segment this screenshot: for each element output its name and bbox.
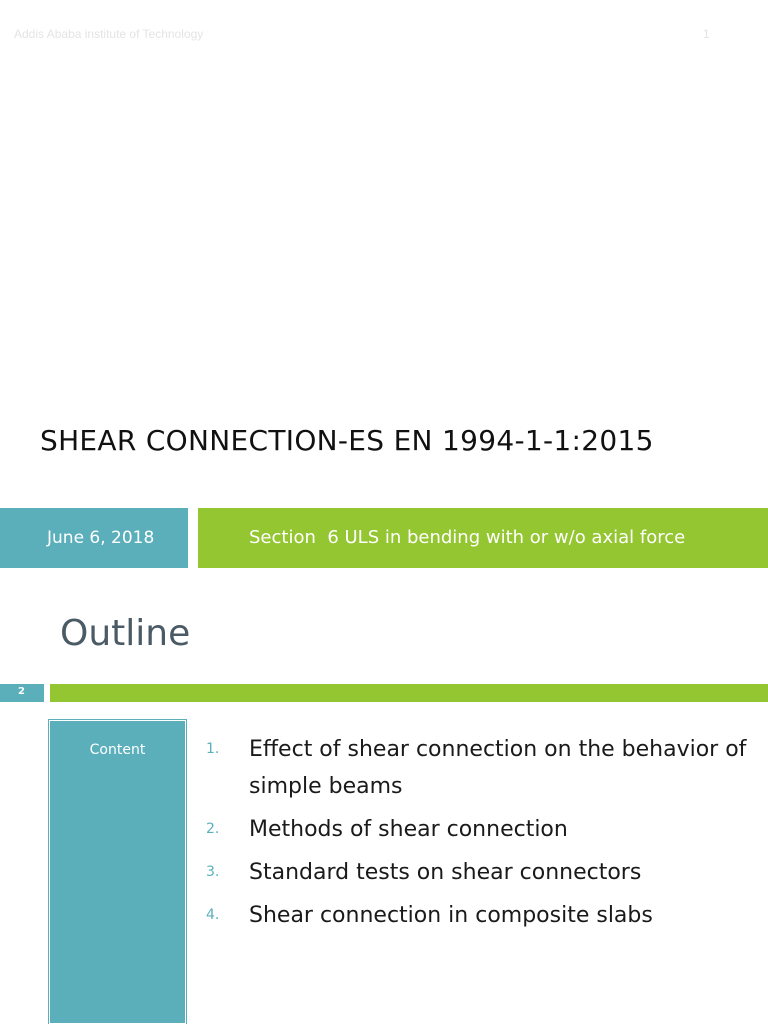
- section-text: Section 6 ULS in bending with or w/o axial force: [249, 527, 686, 548]
- list-item-text: Methods of shear connection: [249, 817, 568, 842]
- list-item: [205, 854, 755, 891]
- list-item-text: Effect of shear connection on the behavior of simple beams: [249, 737, 747, 799]
- list-item-number: 1.: [206, 741, 220, 757]
- list-item-number: 3.: [206, 864, 220, 880]
- date-text: June 6, 2018: [47, 528, 155, 548]
- outline-list: [205, 731, 755, 940]
- list-item-text: Standard tests on shear connectors: [249, 860, 642, 885]
- list-item: [205, 897, 755, 934]
- slide-number: 2: [18, 686, 25, 697]
- content-sidebar-label: Content: [89, 742, 146, 758]
- list-item-number: 2.: [206, 821, 220, 837]
- green-divider: [50, 684, 768, 702]
- list-item-text: Shear connection in composite slabs: [249, 903, 653, 928]
- page-number: 1: [703, 27, 710, 41]
- content-sidebar: [49, 720, 186, 1024]
- list-item-number: 4.: [206, 907, 220, 923]
- slide-title: SHEAR CONNECTION-ES EN 1994-1-1:2015: [40, 424, 654, 457]
- outline-title: Outline: [60, 613, 191, 654]
- institution-header: Addis Ababa institute of Technology: [14, 27, 204, 41]
- list-item: [205, 731, 755, 805]
- list-item: [205, 811, 755, 848]
